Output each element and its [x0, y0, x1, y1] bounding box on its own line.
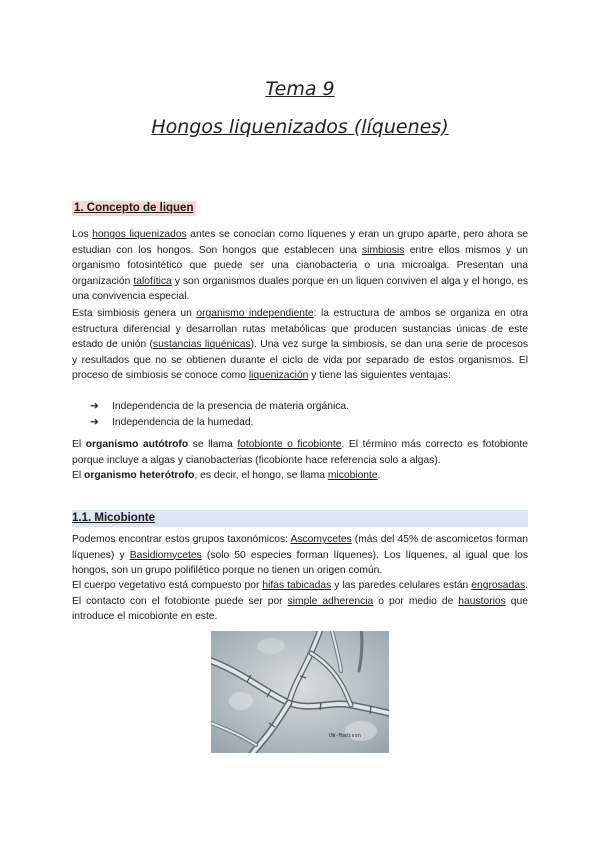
paragraph — [72, 468, 528, 484]
text-run: (más del 45% de ascomicetos forman líquenes) y — [72, 534, 529, 561]
text-run: que introduce el micobionte en este. — [72, 595, 528, 623]
text-run: y son organismos duales porque en un liquen conviven el alga y el hongo, es una convivencia especial. — [72, 275, 529, 303]
arrow-icon: ➔ — [90, 401, 99, 412]
text-run: antes se conocían como líquenes y eran un grupo aparte, pero ahora se estudian con los hongos. Son hongos que establecen una — [72, 229, 529, 256]
image-watermark: UW-Madison — [329, 733, 362, 739]
paragraph — [72, 227, 528, 305]
text-run: y tiene las siguientes ventajas: — [308, 370, 451, 382]
paragraph — [72, 437, 528, 468]
text-run: Podemos encontrar estos grupos taxonómicos: — [72, 534, 291, 545]
underlined-term: micobionte — [327, 470, 378, 481]
underlined-term: talofítica — [133, 275, 172, 287]
underlined-term: engrosadas — [471, 580, 526, 591]
underlined-term: hifas tabicadas — [262, 580, 332, 591]
text-run: : la estructura de ambos se organiza en otra estructura diferencial y desarrollan rutas metabólicas que producen sustancias únicas de este estado de unión ( — [72, 308, 529, 351]
text-run: El cuerpo vegetativo está compuesto por — [72, 580, 263, 591]
text-run: . El término más correcto es fotobionte porque incluye a algas y cianobacterias (ficobionte hace referencia solo a algas). — [72, 439, 528, 466]
underlined-term: sustancias liquénicas — [152, 339, 251, 351]
underlined-term: Basidiomycetes — [129, 549, 202, 561]
list-item-text: Independencia de la presencia de materia orgánica. — [112, 401, 349, 412]
underlined-term: fotobionte o ficobionte — [237, 439, 342, 450]
text-run: se llama — [188, 439, 238, 450]
chapter-subtitle: Hongos liquenizados (líquenes) — [151, 116, 449, 138]
text-run: . El contacto con el fotobionte puede ser por — [72, 580, 528, 607]
underlined-term: hongos liquenizados — [92, 229, 187, 240]
list-item-text: Independencia de la humedad. — [112, 417, 254, 428]
text-run: , es decir, el hongo, se llama — [194, 470, 328, 481]
arrow-icon: ➔ — [90, 417, 99, 428]
bold-term: organismo autótrofo — [85, 439, 189, 450]
paragraph — [72, 578, 528, 625]
text-run: ). Una vez surge la simbiosis, se dan una serie de procesos y resultados que no se obtienen durante el ciclo de vida por separado de estos organismos. El proceso de simbiosis se conoce como — [72, 339, 528, 382]
text-run: (solo 50 especies forman líquenes). Los líquenes, al igual que los hongos, son un grupo polifilético porque no tienen un origen común. — [72, 549, 529, 577]
section-heading-concepto: 1. Concepto de liquen — [72, 201, 196, 216]
micrograph-drawing — [211, 631, 389, 753]
list-item — [90, 399, 349, 415]
bold-term: organismo heterótrofo — [84, 470, 195, 481]
text-run: y las paredes celulares están — [331, 580, 472, 591]
underlined-term: simple adherencia — [287, 595, 374, 607]
text-run: El — [72, 439, 86, 450]
underlined-term: organismo independiente — [196, 308, 314, 319]
text-run: El — [72, 470, 85, 481]
text-run: Los — [72, 229, 93, 240]
section-heading-micobionte: 1.1. Micobionte — [72, 510, 528, 527]
text-run: Esta simbiosis genera un — [72, 308, 197, 319]
underlined-term: Ascomycetes — [290, 534, 352, 545]
underlined-term: haustorios — [458, 595, 506, 607]
text-run: entre ellos mismos y un organismo fotosintético que puede ser una cianobacteria o una microalga. Presentan una organización — [72, 244, 528, 287]
underlined-term: liquenización — [248, 370, 309, 382]
text-run: . — [377, 470, 381, 481]
paragraph — [72, 306, 528, 384]
text-run: o por medio de — [373, 595, 459, 607]
underlined-term: simbiosis — [362, 244, 405, 256]
paragraph — [72, 532, 528, 579]
chapter-title: Tema 9 — [265, 78, 335, 100]
list-item — [90, 415, 253, 431]
hyphae-micrograph — [211, 631, 389, 753]
